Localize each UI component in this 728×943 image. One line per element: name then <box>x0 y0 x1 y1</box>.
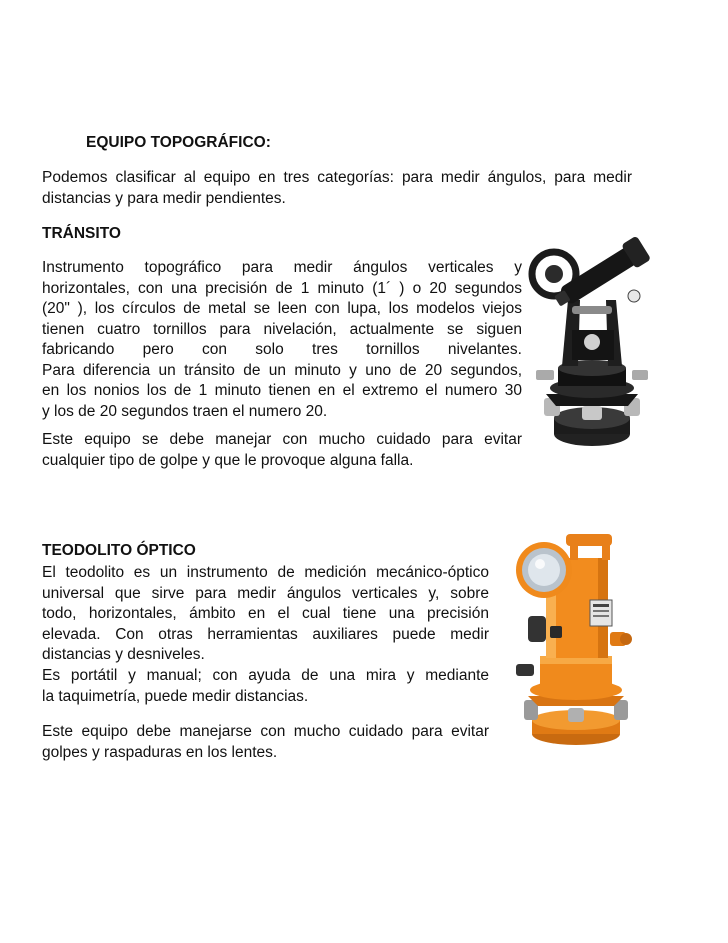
teodolito-line: golpes y raspaduras en los lentes. <box>42 743 278 761</box>
transito-line: Instrumento topográfico para medir ángulos verticales y <box>42 259 522 276</box>
transit-instrument-icon <box>528 230 656 452</box>
transito-line: tienen cuatro tornillos para nivelación, actualmente se siguen <box>42 320 522 338</box>
teodolito-line: universal que sirve para medir ángulos verticales y, sobre <box>42 584 489 602</box>
page-title: EQUIPO TOPOGRÁFICO: <box>86 134 271 151</box>
transito-line: horizontales, con una precisión de 1 minuto (1´ ) o 20 segundos <box>42 279 522 297</box>
teodolito-line: elevada. Con otras herramientas auxiliares puede medir <box>42 625 489 643</box>
teodolito-line: todo, horizontales, ámbito en el cual tiene una precisión <box>42 605 489 622</box>
transito-line: en los nonios los de 1 minuto tienen en el extremo el numero 30 <box>42 382 522 399</box>
transito-line: Este equipo se debe manejar con mucho cuidado para evitar <box>42 431 522 448</box>
transito-paragraph-2 <box>42 430 522 471</box>
teodolito-paragraph-3 <box>42 722 489 763</box>
optical-theodolite-icon <box>510 524 640 750</box>
transito-line: Para diferencia un tránsito de un minuto y uno de 20 segundos, <box>42 361 522 379</box>
transito-heading: TRÁNSITO <box>42 225 121 242</box>
teodolito-heading: TEODOLITO ÓPTICO <box>42 542 196 559</box>
teodolito-line: la taquimetría, puede medir distancias. <box>42 687 309 705</box>
transito-line: fabricando pero con solo tres tornillos nivelantes. <box>42 341 522 358</box>
teodolito-line: Es portátil y manual; con ayuda de una mira y mediante <box>42 667 489 684</box>
teodolito-line: distancias y desniveles. <box>42 646 205 663</box>
teodolito-paragraph-2 <box>42 666 489 707</box>
intro-line: Podemos clasificar al equipo en tres categorías: para medir ángulos, para medir <box>42 169 632 186</box>
transito-line: cualquier tipo de golpe y que le provoque alguna falla. <box>42 451 414 469</box>
transito-line: (20" ), los círculos de metal se leen con lupa, los modelos viejos <box>42 300 522 317</box>
intro-line: distancias y para medir pendientes. <box>42 189 286 207</box>
teodolito-line: El teodolito es un instrumento de medición mecánico-óptico <box>42 564 489 581</box>
transito-paragraph-1 <box>42 258 522 422</box>
teodolito-line: Este equipo debe manejarse con mucho cuidado para evitar <box>42 723 489 740</box>
intro-paragraph <box>42 168 632 209</box>
teodolito-paragraph-1 <box>42 563 489 666</box>
transito-line: y los de 20 segundos traen el numero 20. <box>42 402 328 420</box>
